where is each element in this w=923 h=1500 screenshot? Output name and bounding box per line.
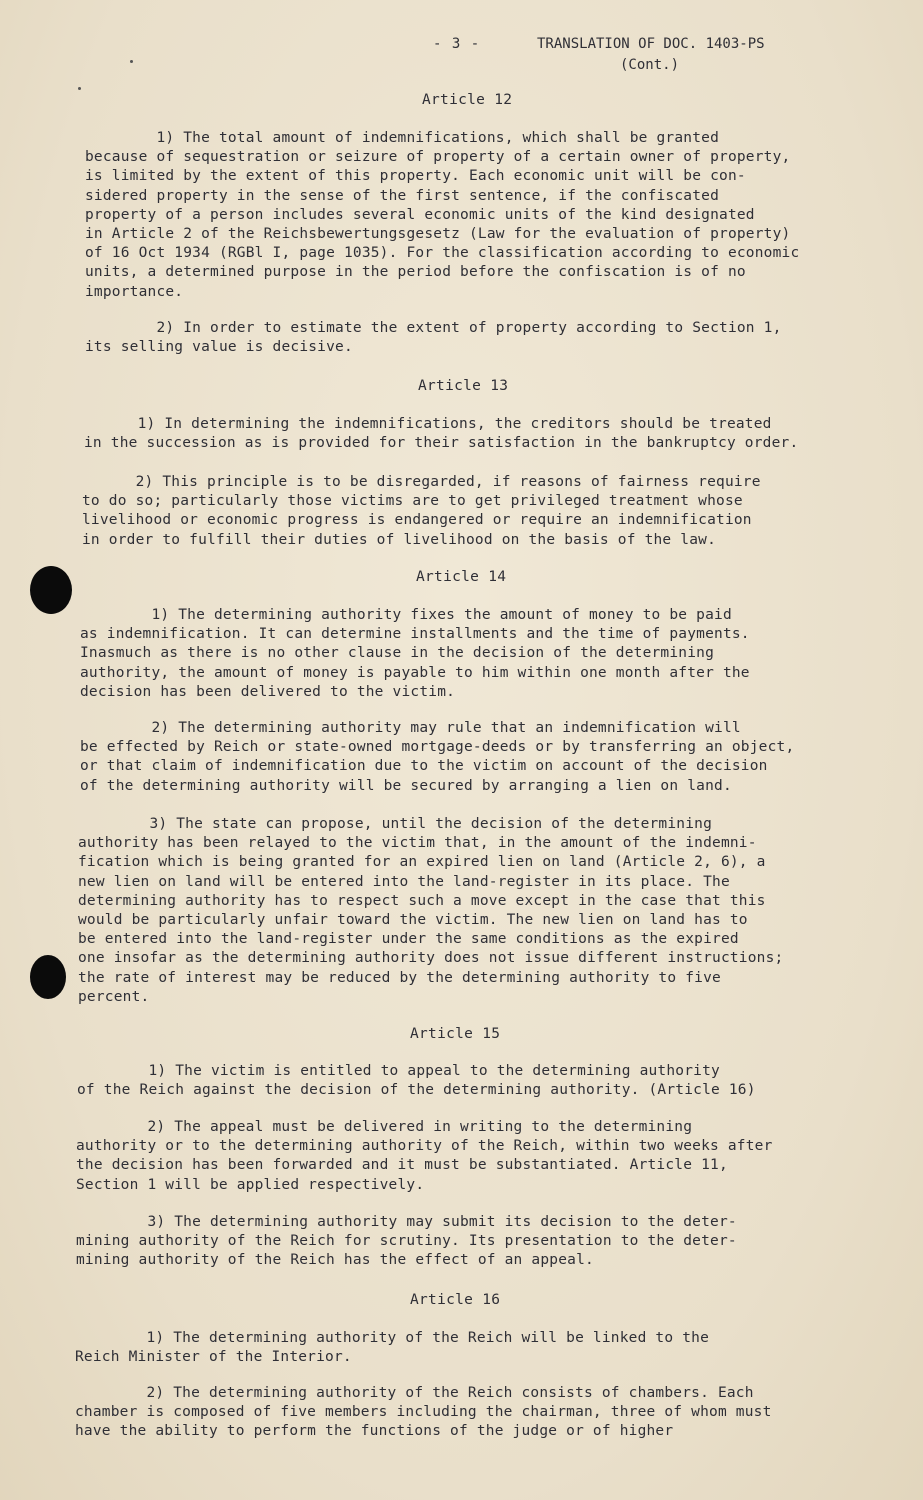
paragraph: 1) The determining authority of the Reich will be linked to the Reich Minister of the Interior.	[75, 1330, 710, 1366]
document-title: TRANSLATION OF DOC. 1403-PS	[537, 36, 765, 52]
paragraph: 1) The determining authority fixes the amount of money to be paid as indemnification. It can determine installments and the time of payments. Inasmuch as there is no other clause in the decision of the determining authority, the amount of money is payable to him within one month after the decision has been delivered to the victim.	[80, 607, 750, 700]
article-heading: Article 15	[410, 1026, 501, 1042]
paragraph: 1) The victim is entitled to appeal to the determining authority of the Reich against the decision of the determining authority. (Article 16)	[77, 1063, 756, 1099]
paragraph: 1) In determining the indemnifications, the creditors should be treated in the succession as is provided for their satisfaction in the bankruptcy order.	[84, 416, 799, 452]
article-heading: Article 16	[410, 1292, 501, 1308]
paragraph: 1) The total amount of indemnifications, which shall be granted because of sequestration or seizure of property of a certain owner of property, is limited by the extent of this property. Each economic unit will be con- sidered property in the sense of the first sentence, if the confiscated property of a person includes several economic units of the kind designated in Article 2 of the Reichsbewertungsgesetz (Law for the evaluation of property) of 16 Oct 1934 (RGBl I, page 1035). For the classification according to economic units, a determined purpose in the period before the confiscation is of no importance.	[85, 130, 800, 300]
speck	[130, 60, 133, 63]
paragraph: 3) The state can propose, until the decision of the determining authority has been relayed to the victim that, in the amount of the indemni- fication which is being granted for an expired lien on land (Article 2, 6), a new lien on land will be entered into the land-register in its place. The determining authority has to respect such a move except in the case that this would be particularly unfair toward the victim. The new lien on land has to be entered into the land-register under the same conditions as the expired one insofar as the determining authority does not issue different instructions; the rate of interest may be reduced by the determining authority to five percent.	[78, 816, 784, 1005]
article-heading: Article 13	[418, 378, 509, 394]
paragraph: 2) The determining authority of the Reich consists of chambers. Each chamber is composed of five members including the chairman, three of whom must have the ability to perform the functions of the judge or of higher	[75, 1385, 772, 1440]
continued-label: (Cont.)	[620, 57, 680, 73]
paragraph: 2) The determining authority may rule that an indemnification will be effected by Reich or state-owned mortgage-deeds or by transferring an object, or that claim of indemnification due to the victim on account of the decision of the determining authority will be secured by arranging a lien on land.	[80, 720, 795, 794]
paragraph: 2) The appeal must be delivered in writing to the determining authority or to the determining authority of the Reich, within two weeks after the decision has been forwarded and it must be substantiated. Article 11, Section 1 will be applied respectively.	[76, 1119, 773, 1193]
paragraph: 3) The determining authority may submit its decision to the deter- mining authority of the Reich for scrutiny. Its presentation to the deter- mining authority of the Reich has the effect of an appeal.	[76, 1214, 737, 1269]
punch-hole	[30, 566, 72, 614]
article-heading: Article 14	[416, 569, 507, 585]
paragraph: 2) This principle is to be disregarded, if reasons of fairness require to do so; particularly those victims are to get privileged treatment whose livelihood or economic progress is endangered or require an indemnification in order to fulfill their duties of livelihood on the basis of the law.	[82, 474, 761, 548]
speck	[78, 87, 81, 90]
article-heading: Article 12	[422, 92, 513, 108]
paragraph: 2) In order to estimate the extent of property according to Section 1, its selling value is decisive.	[85, 320, 782, 356]
page-number: - 3 -	[433, 36, 481, 52]
punch-hole	[30, 955, 66, 999]
